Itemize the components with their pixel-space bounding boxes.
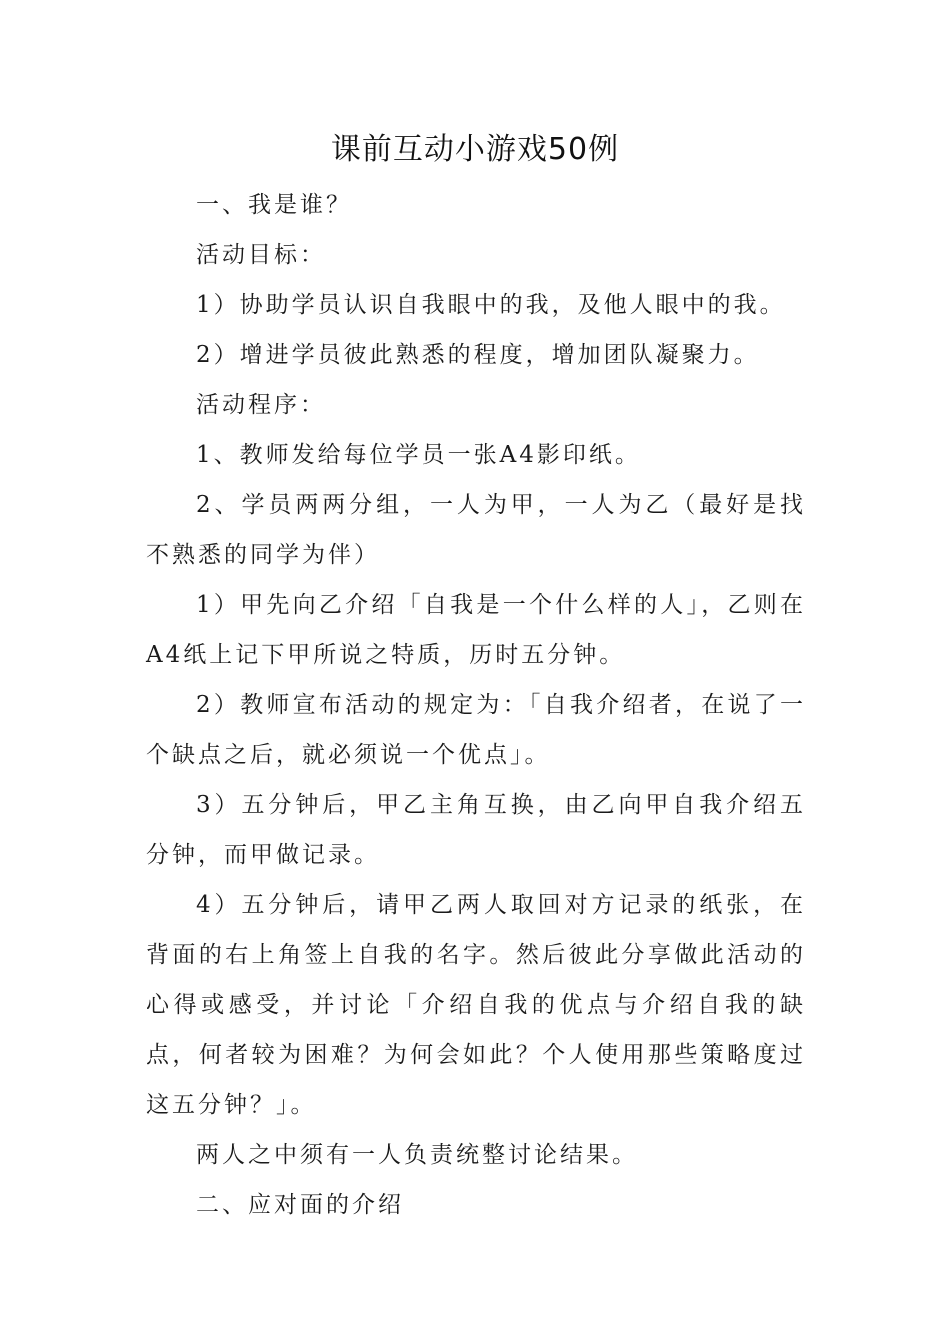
paragraph: 2）增进学员彼此熟悉的程度，增加团队凝聚力。	[196, 342, 760, 368]
paragraph: 1、教师发给每位学员一张A4影印纸。	[196, 442, 641, 468]
section-heading: 二、应对面的介绍	[196, 1192, 404, 1218]
paragraph: 1）协助学员认识自我眼中的我，及他人眼中的我。	[196, 292, 786, 318]
paragraph: 2、学员两两分组，一人为甲，一人为乙（最好是找不熟悉的同学为伴）	[146, 492, 806, 568]
paragraph: 2）教师宣布活动的规定为：「自我介绍者，在说了一个缺点之后，就必须说一个优点」。	[146, 692, 806, 768]
paragraph: 3）五分钟后，甲乙主角互换，由乙向甲自我介绍五分钟，而甲做记录。	[146, 792, 806, 868]
paragraph: 4）五分钟后，请甲乙两人取回对方记录的纸张，在背面的右上角签上自我的名字。然后彼此分享做此活动的心得或感受，并讨论「介绍自我的优点与介绍自我的缺点，何者较为困难？为何会如此？个人使用那些策略度过这五分钟？」。	[146, 892, 806, 1118]
subheading-procedure: 活动程序：	[196, 392, 326, 418]
section-heading: 一、我是谁？	[196, 192, 352, 218]
paragraph: 两人之中须有一人负责统整讨论结果。	[196, 1142, 638, 1168]
document-title: 课前互动小游戏50例	[330, 132, 620, 167]
document-body	[146, 180, 806, 1230]
paragraph: 1）甲先向乙介绍「自我是一个什么样的人」，乙则在A4纸上记下甲所说之特质，历时五分钟。	[146, 592, 806, 668]
subheading-goal: 活动目标：	[196, 242, 326, 268]
